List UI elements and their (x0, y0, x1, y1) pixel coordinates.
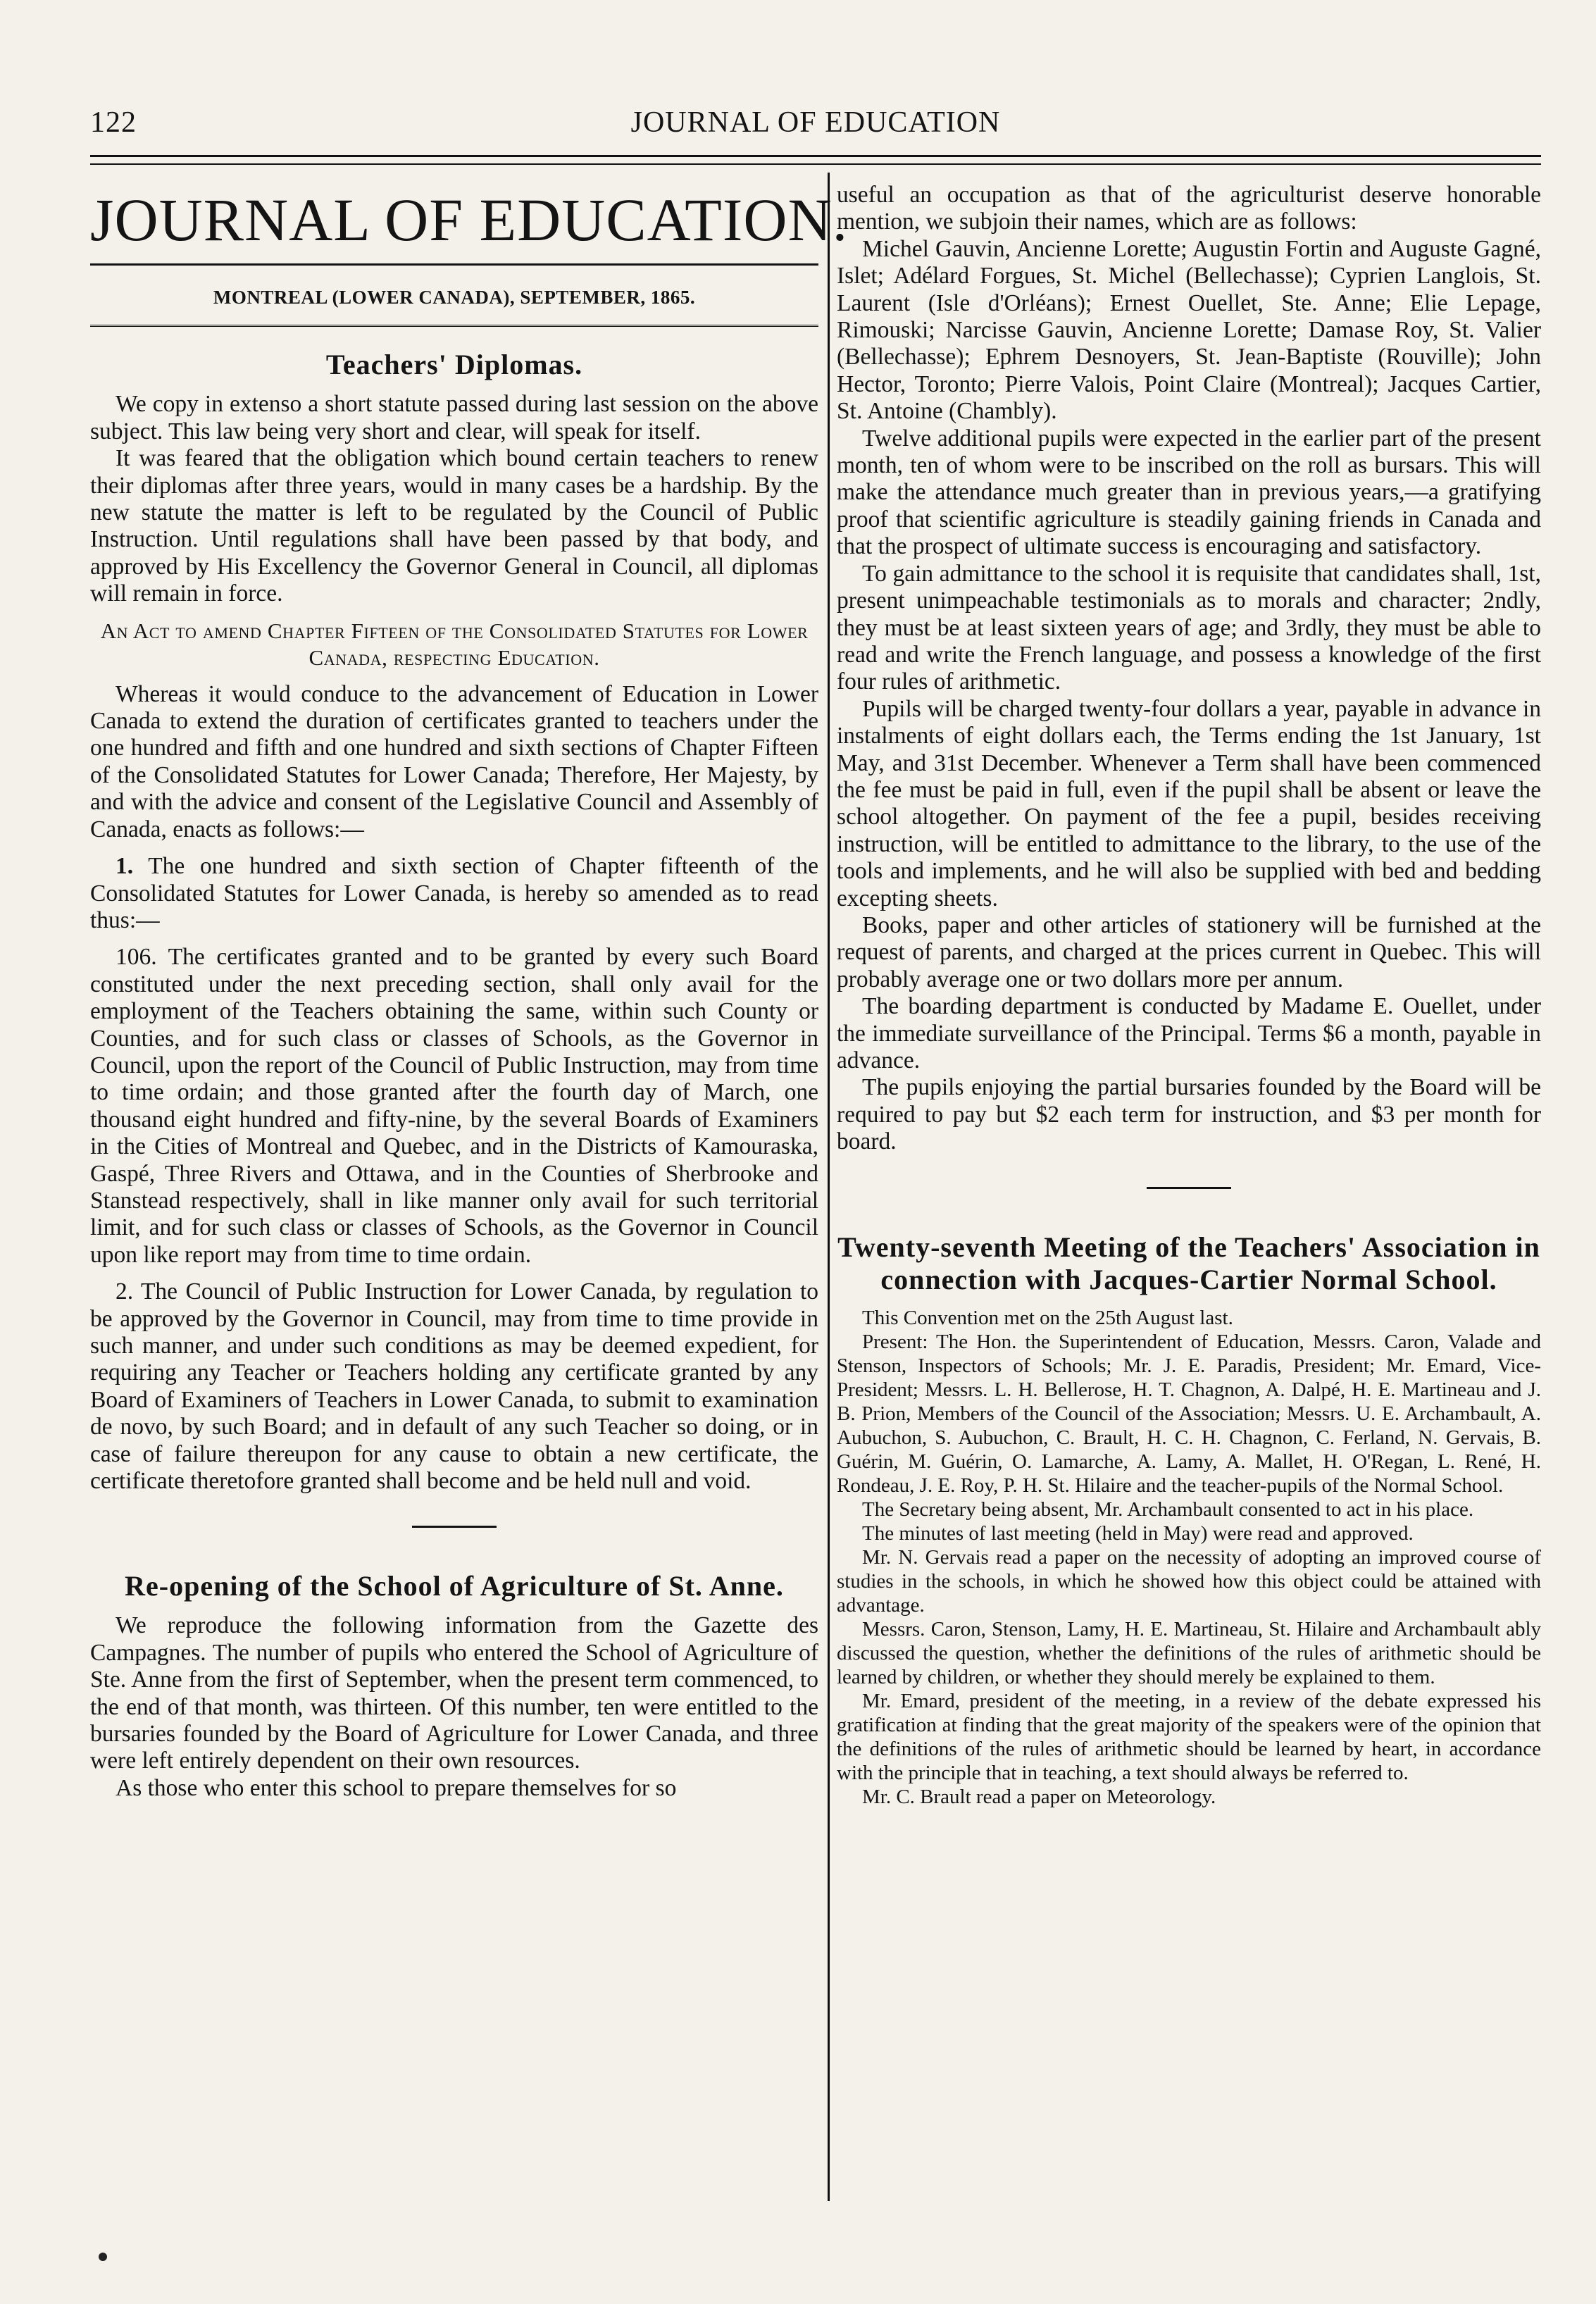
page-number: 122 (90, 106, 137, 139)
agriculture-paragraph: We reproduce the following information from the Gazette des Campagnes. The number of pupils who entered the School of Agriculture of Ste. Anne from the first of September, when the present term commenced, to the end of that month, was thirteen. Of this number, ten were entitled to the bursaries founded by the Board of Agriculture for Lower Canada, and three were left entirely dependent on their own resources. (90, 1612, 818, 1774)
act-section-2: 2. The Council of Public Instruction for Lower Canada, by regulation to be approved by the Governor in Council, may from time to time provide in such manner, and under such conditions as may be deemed expedient, for requiring any Teacher or Teachers holding any certificate granted by any Board of Examiners of Teachers in Lower Canada, to submit to examination de novo, by such Board; and in default of any such Teacher so doing, or in case of failure thereupon for any cause to obtain a new certificate, the certificate theretofore granted shall become and be held null and void. (90, 1278, 818, 1495)
agriculture-paragraph: As those who enter this school to prepare themselves for so (116, 1774, 677, 1801)
act-section-106: 106. The certificates granted and to be granted by every such Board constituted under the next preceding section, shall only avail for the employment of the Teachers obtaining the same, within such County or Counties, and for such class or classes of Schools, as the Governor in Council, upon the report of the Council of Public Instruction, may from time to time ordain; and those granted after the fourth day of March, one thousand eight hundred and fifty-nine, by the several Boards of Examiners in the Cities of Montreal and Quebec, and in the Districts of Kamouraska, Gaspé, Three Rivers and Ottawa, and in the Counties of Sherbrooke and Stanstead respectively, shall in like manner only avail for such territorial limit, and for such class or classes of Schools, as the Governor in Council upon like report may from time to time ordain. (90, 944, 818, 1268)
act-title: An Act to amend Chapter Fifteen of the Consolidated Statutes for Lower Canada, respecting Education. (100, 618, 809, 670)
agriculture-heading: Re-opening of the School of Agriculture of St. Anne. (125, 1570, 784, 1602)
header-rule-thin (90, 163, 1541, 165)
meeting-heading: Twenty-seventh Meeting of the Teachers' Association in connection with Jacques-Cartier Normal School. (837, 1231, 1540, 1295)
meeting-paragraph: Present: The Hon. the Superintendent of Education, Messrs. Caron, Valade and Stenson, Inspectors of Schools; Mr. J. E. Paradis, President; Mr. Emard, Vice-President; Messrs. L. H. Bellerose, H. T. Chagnon, A. Dalpé, H. E. Martineau and J. B. Prion, Members of the Council of the Association; Messrs. U. E. Archambault, A. Aubuchon, S. Aubuchon, C. Brault, H. C. H. Chagnon, C. Ferland, N. Gervais, B. Guérin, M. Guérin, O. Lamarche, A. Lamy, A. Mallet, H. O'Regan, L. René, H. Rondeau, J. E. Roy, P. H. St. Hilaire and the teacher-pupils of the Normal School. (837, 1330, 1541, 1497)
agriculture-paragraph: Twelve additional pupils were expected in the earlier part of the present month, ten of whom were to be inscribed on the roll as bursars. This will make the attendance much greater than in previous years,—a gratifying proof that scientific agriculture is steadily gaining friends in Canada and that the prospect of ultimate success is encouraging and satisfactory. (837, 425, 1541, 560)
agriculture-paragraph: To gain admittance to the school it is requisite that candidates shall, 1st, present unimpeachable testimonials as to morals and character; 2ndly, they must be at least sixteen years of age; and 3rdly, they must be able to read and write the French language, and possess a knowledge of the first four rules of arithmetic. (837, 560, 1541, 695)
agriculture-paragraph: Pupils will be charged twenty-four dollars a year, payable in advance in instalments of eight dollars each, the Terms ending the 1st January, 1st May, and 31st December. Whenever a Term shall have been commenced the fee must be paid in full, even if the pupil shall be absent or leave the school altogether. On payment of the fee a pupil, besides receiving instruction, will be entitled to admittance to the library, to the use of the tools and implements, and he will also be supplied with bed and bedding excepting sheets. (837, 695, 1541, 911)
header-rule (90, 155, 1541, 157)
meeting-paragraph: The minutes of last meeting (held in May) were read and approved. (862, 1521, 1414, 1545)
dateline-rule (90, 325, 818, 329)
agriculture-paragraph: The pupils enjoying the partial bursaries founded by the Board will be required to pay but $2 each term for instruction, and $3 per month for board. (837, 1074, 1541, 1155)
meeting-paragraph: Mr. Emard, president of the meeting, in a review of the debate expressed his gratification at finding that the great majority of the speakers were of the opinion that the definitions of the rules of arithmetic should be learned by heart, in accordance with the principle that in teaching, a text should always be referred to. (837, 1689, 1541, 1784)
masthead-title: JOURNAL OF EDUCATION. (90, 186, 849, 254)
left-column (90, 182, 849, 1802)
section-divider (412, 1526, 497, 1528)
meeting-paragraph: Mr. C. Brault read a paper on Meteorology. (862, 1785, 1216, 1808)
diplomas-paragraph: It was feared that the obligation which bound certain teachers to renew their diplomas after three years, would in many cases be a hardship. By the new statute the matter is left to be regulated by the Council of Public Instruction. Until regulations shall have been passed by that body, and approved by His Excellency the Governor General in Council, all diplomas will remain in force. (90, 445, 818, 607)
running-header (90, 106, 1541, 148)
diplomas-heading: Teachers' Diplomas. (325, 349, 583, 381)
agriculture-paragraph: Books, paper and other articles of stationery will be furnished at the request of parents, and charged at the prices current in Quebec. This will probably average one or two dollars more per annum. (837, 911, 1541, 992)
meeting-paragraph: Mr. N. Gervais read a paper on the necessity of adopting an improved course of studies in the schools, in which he showed how this object could be attained with advantage. (837, 1545, 1541, 1617)
running-title: JOURNAL OF EDUCATION (630, 106, 1001, 139)
act-section-1 (90, 853, 818, 934)
section-divider (1147, 1187, 1231, 1189)
agriculture-continuation: useful an occupation as that of the agriculturist deserve honorable mention, we subjoin their names, which are as follows: (837, 182, 1541, 235)
meeting-paragraph: The Secretary being absent, Mr. Archambault consented to act in his place. (862, 1497, 1474, 1521)
pupil-names: Michel Gauvin, Ancienne Lorette; Augustin Fortin and Auguste Gagné, Islet; Adélard Forgues, St. Michel (Bellechasse); Cyprien Langlois, St. Laurent (Isle d'Orléans); Ernest Ouellet, Ste. Anne; Elie Lepage, Rimouski; Narcisse Gauvin, Ancienne Lorette; Damase Roy, St. Valier (Bellechasse); Ephrem Desnoyers, St. Jean-Baptiste (Rouville); John Hector, Toronto; Pierre Valois, Point Claire (Montreal); Jacques Cartier, St. Antoine (Chambly). (837, 235, 1541, 425)
section-text: The one hundred and sixth section of Chapter fifteenth of the Consolidated Statutes for Lower Canada, is hereby so amended as to read thus:— (90, 853, 818, 933)
column-separator (828, 173, 830, 2201)
ink-mark (99, 2253, 107, 2261)
right-column (837, 182, 1541, 1809)
meeting-report (837, 1306, 1541, 1809)
dateline: MONTREAL (LOWER CANADA), SEPTEMBER, 1865. (213, 287, 696, 308)
meeting-paragraph: Messrs. Caron, Stenson, Lamy, H. E. Martineau, St. Hilaire and Archambault ably discussed the question, whether the definitions of the rules of arithmetic should be learned by children, or whether they should merely be explained to them. (837, 1617, 1541, 1688)
agriculture-paragraph: The boarding department is conducted by Madame E. Ouellet, under the immediate surveillance of the Principal. Terms $6 a month, payable in advance. (837, 993, 1541, 1073)
diplomas-paragraph: We copy in extenso a short statute passed during last session on the above subject. This law being very short and clear, will speak for itself. (90, 391, 818, 444)
meeting-paragraph: This Convention met on the 25th August last. (862, 1306, 1233, 1329)
masthead-rule (90, 263, 818, 266)
act-preamble: Whereas it would conduce to the advancement of Education in Lower Canada to extend the duration of certificates granted to teachers under the one hundred and fifth and one hundred and sixth sections of Chapter Fifteen of the Consolidated Statutes for Lower Canada; Therefore, Her Majesty, by and with the advice and consent of the Legislative Council and Assembly of Canada, enacts as follows:— (90, 680, 818, 842)
section-number: 1. (116, 853, 134, 880)
